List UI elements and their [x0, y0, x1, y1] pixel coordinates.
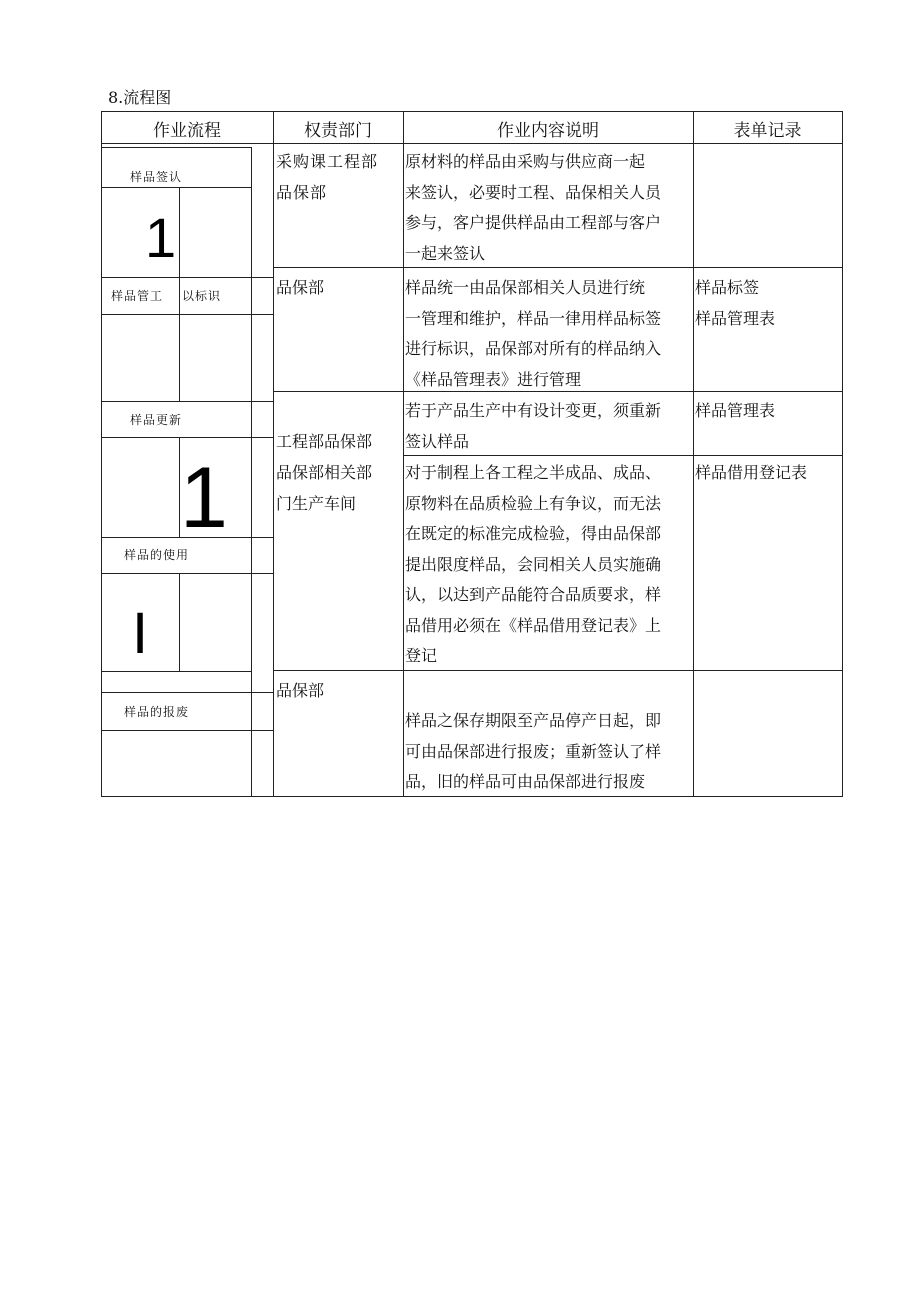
flow-glyph-1: 1 [145, 206, 177, 269]
row5-dept: 品保部 [276, 681, 325, 700]
row5-content: 样品之保存期限至产品停产日起，即 可由品保部进行报废；重新签认了样 品，旧的样品可由品保部进行报废 [405, 711, 662, 791]
flow-step-sample-manage: 样品管工 [111, 289, 164, 303]
header-dept: 权责部门 [304, 121, 372, 141]
row2-content: 样品统一由品保部相关人员进行统 一管理和维护，样品一律用样品标签 进行标识，品保部对所有的样品纳入 《样品管理表》进行管理 [405, 278, 662, 389]
row4-records: 样品借用登记表 [695, 463, 808, 482]
row2-dept: 品保部 [276, 278, 325, 297]
row3-content: 若于产品生产中有设计变更，须重新 签认样品 [405, 401, 662, 451]
row4-content: 对于制程上各工程之半成品、成品、 原物料在品质检验上有争议，而无法 在既定的标准完成检验，得由品保部 提出限度样品，会同相关人员实施确 认，以达到产品能符合品质要求，样 品借用必须在《样品借用登记表》上 登记 [405, 463, 662, 665]
flow-glyph-3: I [132, 601, 149, 666]
flow-step-sample-use: 样品的使用 [124, 548, 190, 562]
header-records: 表单记录 [733, 121, 802, 141]
header-content: 作业内容说明 [497, 121, 599, 141]
section-title: 8.流程图 [108, 88, 172, 107]
flow-glyph-2: 1 [180, 450, 228, 546]
flow-step-sample-scrap: 样品的报废 [124, 705, 190, 719]
flow-step-sample-confirm: 样品签认 [130, 170, 183, 184]
flow-step-sample-mark: 以标识 [182, 289, 222, 303]
flow-step-sample-update: 样品更新 [130, 413, 183, 427]
header-flow: 作业流程 [153, 121, 221, 141]
row3-records: 样品管理表 [695, 401, 776, 420]
row4-dept: 品保部相关部 门生产车间 [276, 463, 373, 513]
row3-dept: 工程部品保部 [276, 432, 373, 451]
row1-content: 原材料的样品由采购与供应商一起 来签认，必要时工程、品保相关人员 参与，客户提供样品由工程部与客户 一起来签认 [405, 152, 662, 263]
row1-dept: 采购课工程部 品保部 [276, 152, 379, 202]
row2-records: 样品标签 样品管理表 [695, 278, 776, 328]
